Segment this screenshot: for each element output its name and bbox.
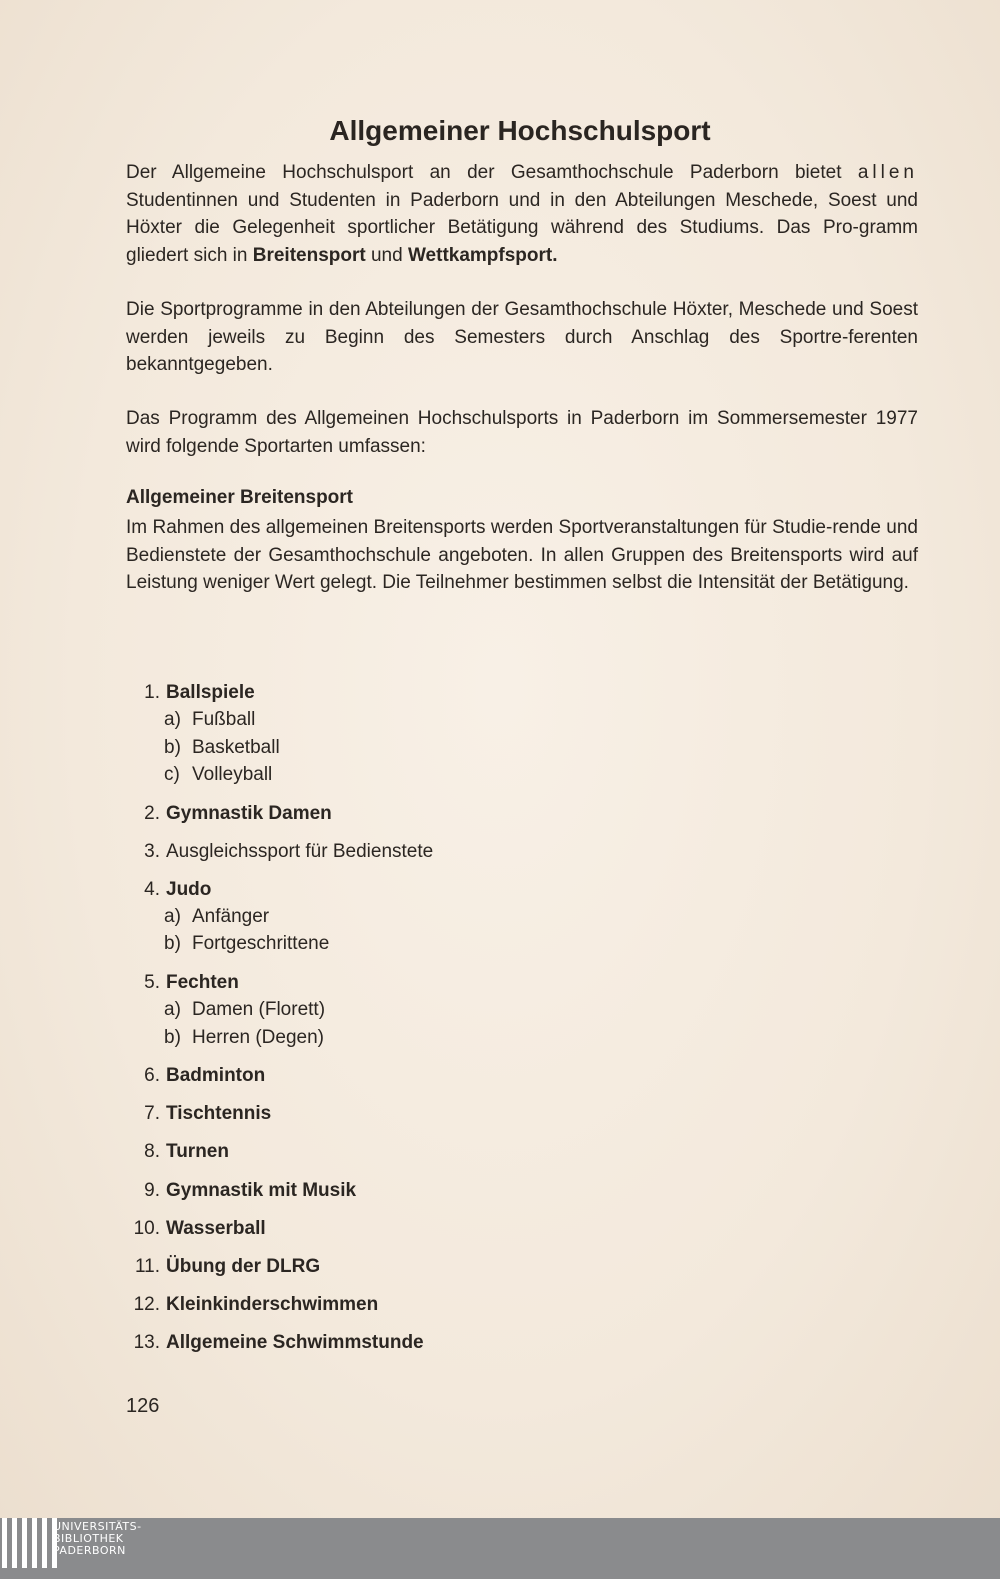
list-item: 6. Badminton [144, 1065, 266, 1086]
sub-item: b) Basketball [164, 737, 280, 758]
sub-item: c) Volleyball [164, 764, 273, 785]
intro-text-c: und [365, 244, 408, 266]
sub-item: a) Anfänger [164, 906, 270, 927]
list-item: 10. Wasserball [133, 1218, 266, 1239]
list-item: 8. Turnen [144, 1141, 229, 1162]
intro-bold-wettkampfsport: Wettkampfsport. [407, 244, 558, 266]
page-title: Allgemeiner Hochschulsport [329, 115, 711, 146]
library-logo-text: UNIVERSITÄTS- BIBLIOTHEK PADERBORN [53, 1520, 142, 1557]
departments-paragraph: Die Sportprogramme in den Abteilungen der Gesamthochschule Höxter, Meschede und Soest werden jeweils zu Beginn des Semesters durch Anschlag des Sportre-ferenten bekanntgegeben. [126, 299, 918, 375]
intro-text-b: Studentinnen und Studenten in Paderborn und in den Abteilungen Meschede, Soest und Höxter die Gelegenheit sportlicher Betätigung während des Studiums. Das Pro-gramm gliedert sich in [126, 189, 918, 266]
intro-text-a: Der Allgemeine Hochschulsport an der Gesamthochschule Paderborn bietet [126, 162, 858, 183]
sub-item: b) Fortgeschrittene [164, 933, 330, 954]
list-item: 9. Gymnastik mit Musik [144, 1180, 357, 1201]
list-item: 3. Ausgleichssport für Bedienstete [144, 841, 434, 862]
library-logo-icon [2, 1518, 57, 1568]
section-heading: Allgemeiner Breitensport [126, 487, 353, 508]
list-item: 13. Allgemeine Schwimmstunde [133, 1332, 424, 1353]
sub-item: b) Herren (Degen) [164, 1027, 324, 1048]
list-item: 7. Tischtennis [144, 1103, 272, 1124]
list-item: 2. Gymnastik Damen [144, 803, 332, 824]
section-paragraph: Im Rahmen des allgemeinen Breitensports werden Sportveranstaltungen für Studie-rende und Bedienstete der Gesamthochschule angeboten. In allen Gruppen des Breitensports wird auf Leistung weniger Wert gelegt. Die Teilnehmer bestimmen selbst die Intensität der Betätigung. [126, 517, 918, 593]
intro-emphasis: allen [857, 162, 918, 183]
list-item: 5. Fechten [144, 972, 239, 993]
sub-item: a) Damen (Florett) [164, 999, 326, 1020]
list-item: 11. Übung der DLRG [134, 1256, 321, 1277]
list-item: 1. Ballspiele [144, 682, 255, 703]
list-item: 4. Judo [144, 879, 212, 900]
list-item: 12. Kleinkinderschwimmen [133, 1294, 379, 1315]
library-footer [0, 1518, 1000, 1579]
page-number: 126 [126, 1395, 160, 1417]
sub-item: a) Fußball [164, 709, 256, 730]
intro-bold-breitensport: Breitensport [252, 244, 366, 266]
program-paragraph: Das Programm des Allgemeinen Hochschulsports in Paderborn im Sommersemester 1977 wird folgende Sportarten umfassen: [126, 408, 918, 457]
